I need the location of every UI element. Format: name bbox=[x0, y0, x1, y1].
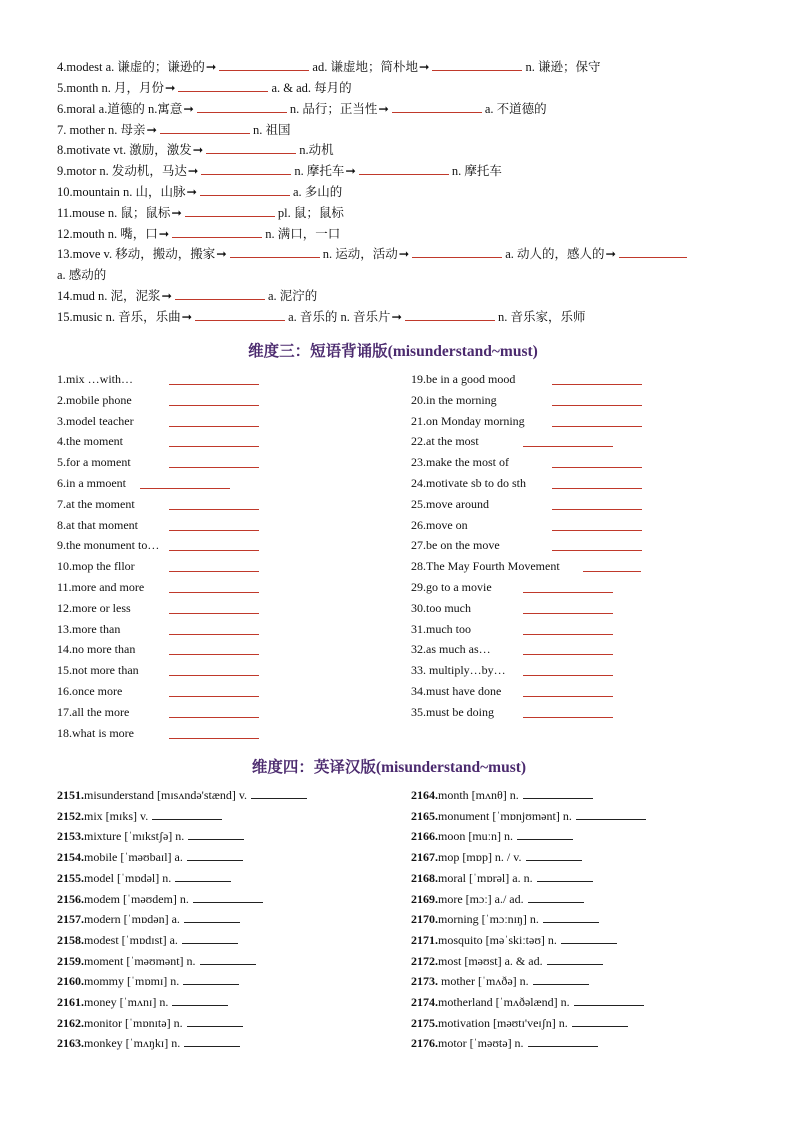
word-text: 12.mouth n. 嘴，口 bbox=[57, 227, 158, 241]
word-formation-line bbox=[57, 140, 334, 160]
entry-text: month [mʌnθ] n. bbox=[438, 788, 519, 802]
word-text: a. 不道德的 bbox=[484, 102, 547, 116]
answer-blank[interactable] bbox=[169, 518, 259, 531]
phrase-item bbox=[411, 473, 651, 493]
phrase-item bbox=[57, 535, 267, 555]
answer-blank[interactable] bbox=[251, 786, 307, 799]
phrase-text: 17.all the more bbox=[57, 704, 130, 719]
word-text: a. 音乐的 n. 音乐片 bbox=[288, 310, 391, 324]
entry-number: 2153. bbox=[57, 829, 84, 844]
word-formation-line bbox=[57, 307, 586, 327]
entry-number: 2158. bbox=[57, 932, 84, 947]
answer-blank[interactable] bbox=[523, 642, 613, 655]
word-formation-line bbox=[57, 224, 340, 244]
answer-blank[interactable] bbox=[537, 869, 593, 882]
phrase-text: 29.go to a movie bbox=[411, 580, 492, 594]
answer-blank[interactable] bbox=[188, 827, 244, 840]
phrase-text: 21.on Monday morning bbox=[411, 413, 525, 428]
answer-blank[interactable] bbox=[552, 518, 642, 531]
phrase-text: 12.more or less bbox=[57, 600, 131, 615]
translation-item bbox=[57, 971, 239, 991]
phrase-item bbox=[57, 660, 267, 680]
phrase-item bbox=[411, 535, 651, 555]
entry-number: 2160. bbox=[57, 974, 84, 989]
answer-blank[interactable] bbox=[552, 476, 642, 489]
answer-blank[interactable] bbox=[201, 162, 291, 175]
answer-blank[interactable] bbox=[182, 931, 238, 944]
answer-blank[interactable] bbox=[572, 1014, 628, 1027]
answer-blank[interactable] bbox=[175, 287, 265, 300]
answer-blank[interactable] bbox=[583, 559, 641, 572]
phrase-text: 5.for a moment bbox=[57, 455, 131, 470]
phrase-item bbox=[411, 598, 651, 618]
phrase-item bbox=[411, 619, 651, 639]
translation-item bbox=[411, 930, 617, 950]
phrase-text: 34.must have done bbox=[411, 684, 502, 698]
phrase-text: 9.the monument to… bbox=[57, 538, 160, 553]
arrow-icon: ➞ bbox=[345, 164, 356, 178]
translation-item bbox=[411, 951, 603, 971]
word-formation-line bbox=[57, 182, 342, 202]
entry-text: mommy [ˈmɒmɪ] n. bbox=[84, 974, 180, 989]
answer-blank[interactable] bbox=[547, 952, 603, 965]
phrase-text: 27.be on the move bbox=[411, 538, 500, 553]
answer-blank[interactable] bbox=[528, 890, 584, 903]
arrow-icon: ➞ bbox=[378, 102, 389, 116]
word-text: n. 满口，一口 bbox=[265, 227, 341, 241]
entry-number: 2163. bbox=[57, 1036, 84, 1051]
translation-item bbox=[411, 785, 593, 805]
answer-blank[interactable] bbox=[160, 121, 250, 134]
word-text: 6.moral a.道德的 n.寓意 bbox=[57, 102, 183, 116]
entry-number: 2168. bbox=[411, 870, 438, 885]
entry-number: 2174. bbox=[411, 995, 438, 1009]
section-heading-phrases: 维度三：短语背诵版(misunderstand~must) bbox=[248, 343, 538, 360]
translation-item bbox=[57, 951, 256, 971]
phrase-text: 15.not more than bbox=[57, 663, 139, 678]
phrase-item bbox=[57, 515, 267, 535]
entry-number: 2172. bbox=[411, 953, 438, 968]
entry-text: moment [ˈməʊmənt] n. bbox=[84, 953, 196, 968]
phrase-item bbox=[57, 411, 267, 431]
entry-number: 2161. bbox=[57, 995, 84, 1009]
answer-blank[interactable] bbox=[552, 393, 642, 406]
phrase-item bbox=[411, 411, 651, 431]
phrase-text: 33. multiply…by… bbox=[411, 663, 506, 678]
answer-blank[interactable] bbox=[169, 414, 259, 427]
answer-blank[interactable] bbox=[576, 807, 646, 820]
arrow-icon: ➞ bbox=[171, 206, 182, 220]
answer-blank[interactable] bbox=[552, 497, 642, 510]
word-text: n. 品行；正当性 bbox=[289, 102, 378, 116]
answer-blank[interactable] bbox=[169, 726, 259, 739]
word-formation-line bbox=[57, 57, 600, 77]
entry-number: 2155. bbox=[57, 870, 84, 885]
answer-blank[interactable] bbox=[169, 497, 259, 510]
answer-blank[interactable] bbox=[523, 684, 613, 697]
answer-blank[interactable] bbox=[206, 141, 296, 154]
word-formation-line bbox=[57, 244, 690, 264]
answer-blank[interactable] bbox=[169, 705, 259, 718]
word-text: 15.music n. 音乐，乐曲 bbox=[57, 310, 181, 324]
entry-text: monkey [ˈmʌŋkɪ] n. bbox=[84, 1036, 181, 1051]
phrase-text: 23.make the most of bbox=[411, 455, 509, 470]
answer-blank[interactable] bbox=[193, 890, 263, 903]
entry-text: mix [mɪks] v. bbox=[84, 808, 149, 823]
answer-blank[interactable] bbox=[169, 580, 259, 593]
answer-blank[interactable] bbox=[523, 601, 613, 614]
phrase-item bbox=[57, 577, 267, 597]
answer-blank[interactable] bbox=[172, 993, 228, 1006]
phrase-item bbox=[411, 702, 651, 722]
word-formation-line bbox=[57, 203, 344, 223]
arrow-icon: ➞ bbox=[605, 247, 616, 261]
phrase-item bbox=[57, 681, 267, 701]
answer-blank[interactable] bbox=[169, 372, 259, 385]
answer-blank[interactable] bbox=[178, 79, 268, 92]
translation-item bbox=[57, 785, 307, 805]
phrase-item bbox=[57, 473, 267, 493]
word-text: 13.move v. 移动，搬动，搬家 bbox=[57, 247, 216, 261]
phrase-text: 13.more than bbox=[57, 621, 121, 636]
phrase-text: 2.mobile phone bbox=[57, 392, 132, 407]
word-formation-line bbox=[57, 120, 291, 140]
translation-item bbox=[57, 847, 243, 867]
phrase-item bbox=[411, 577, 651, 597]
phrase-text: 8.at that moment bbox=[57, 517, 138, 532]
answer-blank[interactable] bbox=[533, 972, 589, 985]
phrase-item bbox=[57, 452, 267, 472]
entry-text: misunderstand [mɪsʌndə'stænd] v. bbox=[84, 788, 248, 802]
word-text: n.动机 bbox=[299, 143, 334, 157]
entry-text: motivation [məʊtɪ'veɪʃn] n. bbox=[438, 1015, 568, 1030]
word-text: n. 祖国 bbox=[253, 123, 291, 137]
entry-number: 2167. bbox=[411, 850, 438, 865]
entry-text: mobile [ˈməʊbaɪl] a. bbox=[84, 850, 183, 865]
phrase-text: 31.much too bbox=[411, 621, 471, 636]
answer-blank[interactable] bbox=[187, 848, 243, 861]
arrow-icon: ➞ bbox=[205, 60, 217, 74]
word-text: n. 摩托车 bbox=[294, 164, 345, 178]
answer-blank[interactable] bbox=[552, 538, 642, 551]
entry-number: 2173. bbox=[411, 974, 438, 989]
answer-blank[interactable] bbox=[169, 559, 259, 572]
answer-blank[interactable] bbox=[169, 601, 259, 614]
phrase-text: 24.motivate sb to do sth bbox=[411, 476, 526, 490]
answer-blank[interactable] bbox=[523, 663, 613, 676]
answer-blank[interactable] bbox=[574, 993, 644, 1006]
answer-blank[interactable] bbox=[392, 100, 482, 113]
entry-number: 2157. bbox=[57, 912, 84, 927]
word-text: a. 动人的，感人的 bbox=[505, 247, 605, 261]
phrase-item bbox=[57, 598, 267, 618]
answer-blank[interactable] bbox=[187, 1014, 243, 1027]
phrase-text: 6.in a mmoent bbox=[57, 476, 126, 490]
entry-text: mother [ˈmʌðə] n. bbox=[438, 974, 529, 989]
arrow-icon: ➞ bbox=[187, 164, 199, 178]
entry-number: 2166. bbox=[411, 829, 438, 844]
translation-item bbox=[57, 992, 228, 1012]
entry-number: 2176. bbox=[411, 1036, 438, 1051]
answer-blank[interactable] bbox=[543, 910, 599, 923]
phrase-text: 11.more and more bbox=[57, 580, 145, 594]
entry-text: modem [ˈməʊdem] n. bbox=[84, 891, 189, 906]
word-text: 4.modest a. 谦虚的；谦逊的 bbox=[57, 60, 205, 74]
word-text: a. & ad. 每月的 bbox=[271, 81, 352, 95]
arrow-icon: ➞ bbox=[186, 185, 197, 199]
entry-text: most [məʊst] a. & ad. bbox=[438, 953, 543, 968]
phrase-text: 35.must be doing bbox=[411, 704, 494, 719]
translation-item bbox=[57, 826, 244, 846]
entry-text: morning [ˈmɔːnɪŋ] n. bbox=[438, 912, 539, 927]
phrase-text: 19.be in a good mood bbox=[411, 372, 516, 386]
word-text: 9.motor n. 发动机，马达 bbox=[57, 164, 187, 178]
answer-blank[interactable] bbox=[230, 245, 320, 258]
translation-item bbox=[411, 1033, 598, 1053]
translation-item bbox=[57, 909, 240, 929]
answer-blank[interactable] bbox=[197, 100, 287, 113]
answer-blank[interactable] bbox=[152, 807, 222, 820]
answer-blank[interactable] bbox=[526, 848, 582, 861]
entry-number: 2159. bbox=[57, 953, 84, 968]
phrase-item bbox=[57, 494, 267, 514]
entry-number: 2171. bbox=[411, 932, 438, 947]
answer-blank[interactable] bbox=[169, 622, 259, 635]
answer-blank[interactable] bbox=[195, 308, 285, 321]
entry-text: modern [ˈmɒdən] a. bbox=[84, 912, 180, 927]
phrase-item bbox=[411, 639, 651, 659]
word-text: a. 多山的 bbox=[292, 185, 343, 199]
word-formation-line bbox=[57, 265, 106, 285]
answer-blank[interactable] bbox=[169, 642, 259, 655]
translation-item bbox=[411, 909, 599, 929]
word-text: 10.mountain n. 山，山脉 bbox=[57, 185, 186, 199]
word-text: pl. 鼠；鼠标 bbox=[277, 206, 344, 220]
word-text: n. 音乐家，乐师 bbox=[498, 310, 586, 324]
phrase-item bbox=[411, 431, 651, 451]
phrase-text: 30.too much bbox=[411, 600, 471, 615]
answer-blank[interactable] bbox=[200, 952, 256, 965]
entry-number: 2152. bbox=[57, 808, 84, 823]
entry-number: 2175. bbox=[411, 1015, 438, 1030]
answer-blank[interactable] bbox=[523, 622, 613, 635]
translation-item bbox=[57, 889, 263, 909]
phrase-text: 1.mix …with… bbox=[57, 372, 134, 386]
entry-text: mop [mɒp] n. / v. bbox=[438, 850, 522, 865]
phrase-text: 4.the moment bbox=[57, 434, 123, 449]
entry-number: 2170. bbox=[411, 912, 438, 927]
section-heading-translation: 维度四：英译汉版(misunderstand~must) bbox=[251, 759, 527, 776]
entry-text: moon [muːn] n. bbox=[438, 829, 513, 844]
translation-item bbox=[411, 826, 573, 846]
answer-blank[interactable] bbox=[619, 245, 687, 258]
answer-blank[interactable] bbox=[169, 434, 259, 447]
phrase-item bbox=[57, 369, 267, 389]
phrase-item bbox=[411, 369, 651, 389]
word-text: n. 谦逊；保守 bbox=[525, 60, 601, 74]
entry-number: 2165. bbox=[411, 808, 438, 823]
translation-item bbox=[411, 868, 593, 888]
entry-text: money [ˈmʌnɪ] n. bbox=[84, 995, 169, 1009]
entry-text: moral [ˈmɒrəl] a. n. bbox=[438, 870, 533, 885]
arrow-icon: ➞ bbox=[398, 247, 410, 261]
word-text: n. 运动，活动 bbox=[322, 247, 398, 261]
entry-text: motherland [ˈmʌðəlænd] n. bbox=[438, 995, 570, 1009]
answer-blank[interactable] bbox=[169, 663, 259, 676]
answer-blank[interactable] bbox=[172, 225, 262, 238]
translation-item bbox=[411, 847, 582, 867]
phrase-item bbox=[57, 390, 267, 410]
answer-blank[interactable] bbox=[200, 183, 290, 196]
phrase-item bbox=[411, 390, 651, 410]
phrase-item bbox=[57, 702, 267, 722]
answer-blank[interactable] bbox=[405, 308, 495, 321]
phrase-text: 20.in the morning bbox=[411, 392, 497, 407]
answer-blank[interactable] bbox=[359, 162, 449, 175]
phrase-text: 18.what is more bbox=[57, 725, 134, 740]
arrow-icon: ➞ bbox=[164, 81, 176, 95]
translation-item bbox=[57, 1033, 240, 1053]
phrase-text: 7.at the moment bbox=[57, 496, 135, 511]
answer-blank[interactable] bbox=[523, 580, 613, 593]
word-formation-line bbox=[57, 161, 502, 181]
phrase-item bbox=[57, 431, 267, 451]
answer-blank[interactable] bbox=[523, 786, 593, 799]
word-text: 11.mouse n. 鼠；鼠标 bbox=[57, 206, 171, 220]
word-text: n. 摩托车 bbox=[451, 164, 502, 178]
word-text: a. 感动的 bbox=[57, 268, 107, 282]
word-formation-line bbox=[57, 99, 547, 119]
answer-blank[interactable] bbox=[219, 58, 309, 71]
phrase-text: 26.move on bbox=[411, 517, 468, 532]
arrow-icon: ➞ bbox=[161, 289, 172, 303]
arrow-icon: ➞ bbox=[216, 247, 227, 261]
entry-number: 2169. bbox=[411, 891, 438, 906]
entry-text: motor [ˈməʊtə] n. bbox=[438, 1036, 524, 1051]
phrase-item bbox=[411, 660, 651, 680]
answer-blank[interactable] bbox=[552, 414, 642, 427]
phrase-item bbox=[411, 556, 651, 576]
arrow-icon: ➞ bbox=[146, 123, 158, 137]
phrase-item bbox=[411, 681, 651, 701]
answer-blank[interactable] bbox=[140, 476, 230, 489]
phrase-text: 14.no more than bbox=[57, 642, 136, 657]
answer-blank[interactable] bbox=[552, 455, 642, 468]
answer-blank[interactable] bbox=[552, 372, 642, 385]
answer-blank[interactable] bbox=[184, 910, 240, 923]
word-text: 5.month n. 月，月份 bbox=[57, 81, 164, 95]
entry-text: modest [ˈmɒdɪst] a. bbox=[84, 932, 178, 947]
entry-number: 2156. bbox=[57, 891, 84, 906]
word-formation-line bbox=[57, 286, 317, 306]
phrase-text: 32.as much as… bbox=[411, 642, 491, 657]
phrase-text: 28.The May Fourth Movement bbox=[411, 559, 560, 574]
answer-blank[interactable] bbox=[169, 393, 259, 406]
entry-text: mixture [ˈmɪkstʃə] n. bbox=[84, 829, 185, 844]
entry-text: more [mɔː] a./ ad. bbox=[438, 891, 524, 906]
answer-blank[interactable] bbox=[175, 869, 231, 882]
phrase-item bbox=[57, 556, 267, 576]
entry-number: 2162. bbox=[57, 1015, 84, 1030]
translation-item bbox=[411, 971, 589, 991]
word-text: ad. 谦虚地；简朴地 bbox=[312, 60, 418, 74]
answer-blank[interactable] bbox=[185, 204, 275, 217]
phrase-item bbox=[411, 452, 651, 472]
entry-text: mosquito [məˈskiːtəʊ] n. bbox=[438, 932, 557, 947]
word-text: a. 泥泞的 bbox=[267, 289, 318, 303]
translation-item bbox=[57, 1013, 243, 1033]
entry-number: 2154. bbox=[57, 850, 84, 865]
answer-blank[interactable] bbox=[184, 1034, 240, 1047]
word-formation-line bbox=[57, 78, 352, 98]
phrase-text: 16.once more bbox=[57, 684, 123, 698]
phrase-item bbox=[57, 723, 267, 743]
answer-blank[interactable] bbox=[528, 1034, 598, 1047]
translation-item bbox=[411, 806, 646, 826]
translation-item bbox=[411, 889, 584, 909]
arrow-icon: ➞ bbox=[192, 143, 204, 157]
word-text: 8.motivate vt. 激励，激发 bbox=[57, 143, 192, 157]
phrase-item bbox=[411, 515, 651, 535]
translation-item bbox=[411, 1013, 628, 1033]
word-text: 14.mud n. 泥，泥浆 bbox=[57, 289, 161, 303]
answer-blank[interactable] bbox=[523, 705, 613, 718]
answer-blank[interactable] bbox=[412, 245, 502, 258]
answer-blank[interactable] bbox=[183, 972, 239, 985]
phrase-text: 22.at the most bbox=[411, 434, 479, 449]
arrow-icon: ➞ bbox=[158, 227, 170, 241]
answer-blank[interactable] bbox=[432, 58, 522, 71]
answer-blank[interactable] bbox=[169, 684, 259, 697]
translation-item bbox=[57, 930, 238, 950]
word-text: 7. mother n. 母亲 bbox=[57, 123, 146, 137]
phrase-item bbox=[57, 619, 267, 639]
translation-item bbox=[57, 868, 231, 888]
answer-blank[interactable] bbox=[561, 931, 617, 944]
arrow-icon: ➞ bbox=[181, 310, 193, 324]
arrow-icon: ➞ bbox=[183, 102, 194, 116]
entry-text: monument [ˈmɒnjʊmənt] n. bbox=[438, 808, 572, 823]
answer-blank[interactable] bbox=[169, 538, 259, 551]
translation-item bbox=[57, 806, 222, 826]
phrase-text: 25.move around bbox=[411, 496, 489, 511]
entry-text: model [ˈmɒdəl] n. bbox=[84, 870, 172, 885]
answer-blank[interactable] bbox=[523, 434, 613, 447]
answer-blank[interactable] bbox=[517, 827, 573, 840]
phrase-item bbox=[411, 494, 651, 514]
entry-number: 2164. bbox=[411, 788, 438, 802]
arrow-icon: ➞ bbox=[418, 60, 430, 74]
phrase-item bbox=[57, 639, 267, 659]
translation-item bbox=[411, 992, 644, 1012]
phrase-text: 10.mop the fllor bbox=[57, 559, 135, 574]
entry-number: 2151. bbox=[57, 788, 84, 802]
entry-text: monitor [ˈmɒnɪtə] n. bbox=[84, 1015, 183, 1030]
arrow-icon: ➞ bbox=[391, 310, 403, 324]
answer-blank[interactable] bbox=[169, 455, 259, 468]
phrase-text: 3.model teacher bbox=[57, 413, 134, 428]
